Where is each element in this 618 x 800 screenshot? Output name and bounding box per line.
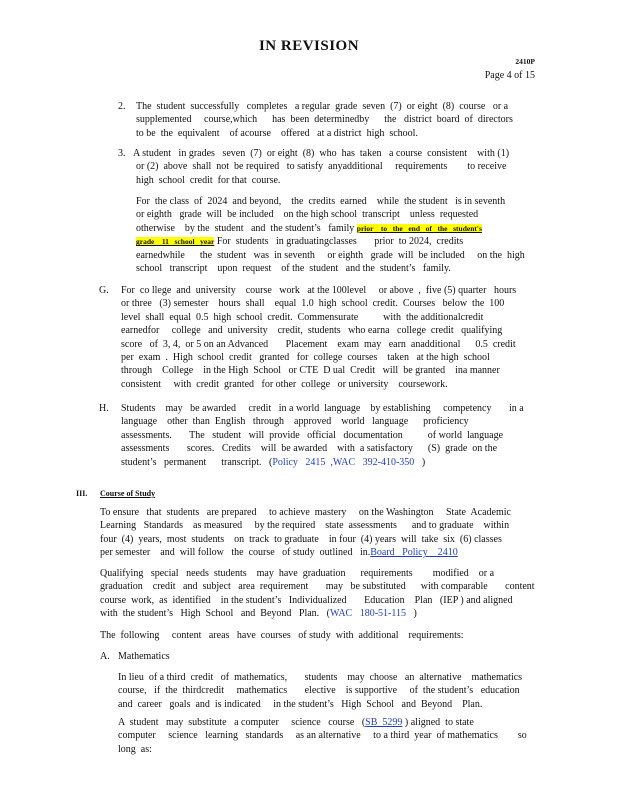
text-segment: ) xyxy=(406,608,417,620)
text-line: A student in grades seven (7) or eight (8) who has taken a course consistent with (1) xyxy=(133,148,510,159)
text-line: graduation credit and subject area requirement may be substituted with comparable content xyxy=(100,581,535,593)
item-3-number: 3. xyxy=(118,148,126,159)
subsection-a-substitute xyxy=(118,716,527,756)
text-line: The student successfully completes a regular grade seven (7) or eight (8) course or a xyxy=(136,101,509,112)
text-line: consistent with credit granted for other college or university coursework. xyxy=(121,378,448,390)
text-line: to be the equivalent of acourse offered at a district high school. xyxy=(136,127,418,139)
text-line: Students may be awarded credit in a world language by establishing competency in a xyxy=(121,403,524,414)
item-h-letter: H. xyxy=(99,403,109,414)
item-g-letter: G. xyxy=(99,285,109,296)
text-segment: otherwise by the student and the student’s family xyxy=(136,222,355,234)
section-3-paragraph-3 xyxy=(100,629,464,642)
text-line: course work, as identified in the student’s Individualized Education Plan (IEP ) and aligned xyxy=(100,594,513,606)
item-3-text xyxy=(133,147,509,187)
text-line: The following content areas have courses of study with additional requirements: xyxy=(100,630,464,641)
highlighted-insertion: grade 11 school year xyxy=(136,237,215,247)
text-line: or (2) above shall not be required to satisfy anyadditional requirements to receive xyxy=(136,161,507,173)
text-segment: per semester and will follow the course of study outlined in. xyxy=(100,547,371,559)
text-segment: student’s permanent transcript. ( xyxy=(121,456,273,468)
subsection-a-title: Mathematics xyxy=(118,651,170,662)
text-segment: ) xyxy=(414,456,426,468)
page-number: Page 4 of 15 xyxy=(484,70,535,81)
item-h-text xyxy=(121,402,524,469)
revision-title: IN REVISION xyxy=(258,38,360,54)
text-line xyxy=(100,607,535,620)
text-line: Qualifying special needs students may have graduation requirements modified or a xyxy=(100,568,495,579)
board-policy-2410-link[interactable]: Board Policy 2410 xyxy=(370,547,458,559)
text-line: or three (3) semester hours shall equal 1.0 high school credit. Courses below the 100 xyxy=(121,298,505,310)
text-line: assessments. The student will provide official documentation of world language xyxy=(121,429,504,441)
section-heading: Course of Study xyxy=(100,489,156,498)
text-line: language other than English through approved world language proficiency xyxy=(121,416,469,428)
item-g-text xyxy=(121,284,516,391)
text-line xyxy=(136,222,525,235)
text-segment: For students in graduatingclasses prior to 2024, credits xyxy=(216,236,464,248)
text-line: Learning Standards as measured by the required state assessments and to graduate within xyxy=(100,520,510,532)
text-line: For co llege and university course work at the 100level or above , five (5) quarter hours xyxy=(121,285,517,296)
text-line: per exam . High school credit granted for college courses taken at the high school xyxy=(121,352,490,364)
text-line: supplemented course,which has been determinedby the district board of directors xyxy=(136,114,513,126)
policy-2415-link[interactable]: Policy 2415 ,WAC 392-410-350 xyxy=(272,456,415,468)
text-line: level shall equal 0.5 high school credit. Commensurate with the additionalcredit xyxy=(121,311,484,323)
item-3-paragraph xyxy=(136,195,525,275)
section-3-paragraph-2 xyxy=(100,567,535,621)
text-line: or eighth grade will be included on the high school transcript unless requested xyxy=(136,209,479,221)
text-line: earnedwhile the student was in seventh or eighth grade will be included on the high xyxy=(136,249,525,261)
subsection-a-paragraph xyxy=(118,671,522,711)
sb-5299-link[interactable]: SB 5299 xyxy=(365,717,403,728)
text-segment: ) aligned to state xyxy=(402,717,474,728)
text-line xyxy=(100,546,511,559)
text-line: To ensure that students are prepared to achieve mastery on the Washington State Academic xyxy=(100,507,511,518)
wac-180-51-115-link[interactable]: WAC 180-51-115 xyxy=(330,608,407,620)
item-2-number: 2. xyxy=(118,101,126,112)
text-line: through College in the High School or CTE D ual Credit will be granted ina manner xyxy=(121,365,500,377)
text-line xyxy=(121,456,524,469)
text-line: earnedfor college and university credit, students who earna college credit qualifying xyxy=(121,325,503,337)
text-line: four (4) years, most students on track to graduate in four (4) years will take six (6) classes xyxy=(100,533,502,545)
text-line: assessments scores. Credits will be awarded with a satisfactory (S) grade on the xyxy=(121,443,498,455)
text-segment: with the student’s High School and Beyond Plan. ( xyxy=(100,608,330,620)
section-3-paragraph-1 xyxy=(100,506,511,560)
text-line: school transcript upon request of the student and the student’s family. xyxy=(136,263,451,275)
policy-code: 2410P xyxy=(515,57,535,66)
text-line: long as: xyxy=(118,743,152,755)
item-2-text xyxy=(136,100,513,140)
text-line: score of 3, 4, or 5 on an Advanced Placement exam may earn anadditional 0.5 credit xyxy=(121,338,516,350)
text-line: high school credit for that course. xyxy=(136,174,281,186)
highlighted-insertion: prior to the end of the student's xyxy=(356,223,482,233)
subsection-a-letter: A. xyxy=(100,651,110,662)
text-line: and career goals and is indicated in the student’s High School and Beyond Plan. xyxy=(118,698,483,710)
text-line: In lieu of a third credit of mathematics, students may choose an alternative mathematics xyxy=(118,672,523,683)
text-line: course, if the thirdcredit mathematics elective is supportive of the student’s education xyxy=(118,685,520,697)
text-line: For the class of 2024 and beyond, the credits earned while the student is in seventh xyxy=(136,196,506,207)
text-segment: A student may substitute a computer science course ( xyxy=(118,717,366,728)
text-line xyxy=(136,235,525,248)
section-numeral: III. xyxy=(76,489,88,498)
text-line: computer science learning standards as an alternative to a third year of mathematics so xyxy=(118,730,527,742)
text-line xyxy=(118,716,527,729)
